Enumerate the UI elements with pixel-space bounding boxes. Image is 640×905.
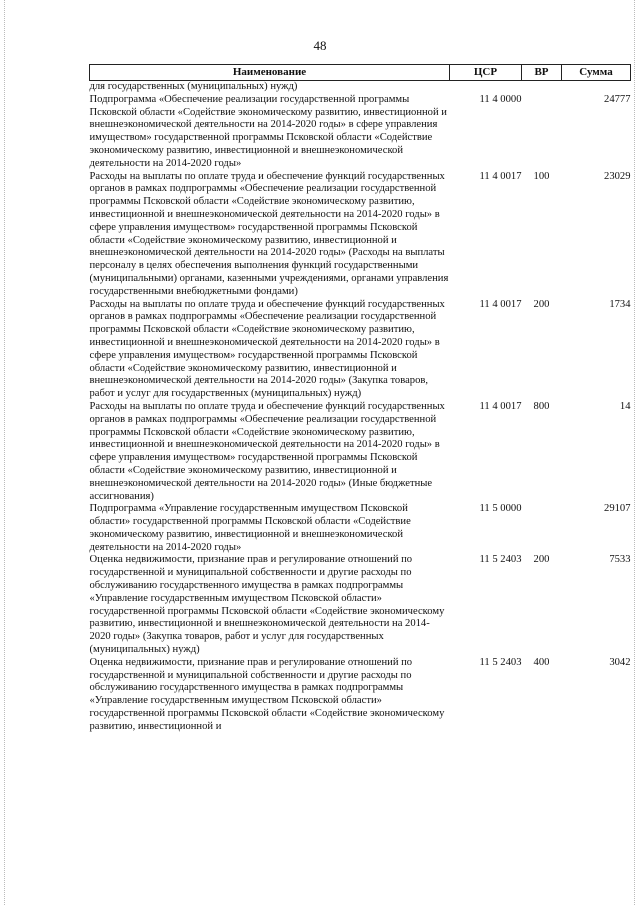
row-sum: 23029 [604,170,631,182]
row-csr: 11 4 0000 [479,93,522,105]
table-row [90,81,631,94]
row-csr: 11 5 2403 [479,656,522,668]
row-sum: 3042 [609,656,631,668]
row-name: Расходы на выплаты по оплате труда и обеспечение функций государственных органов в рамках подпрограммы «Обеспечение реализации государственной программы Псковской области «Содействие экономическому развитию, инвестиционной и внешнеэкономической деятельности на 2014-2020 годы» в сфере управления имуществом» государственной программы Псковской области «Содействие экономическому развитию, инвестиционной и внешнеэкономической деятельности на 2014-2020 годы» (Закупка товаров, работ и услуг для государственных (муниципальных) нужд) [89,298,445,400]
row-vr [522,94,562,171]
table-row [90,401,631,503]
row-csr: 11 4 0017 [479,170,522,182]
table-header-row [90,65,631,81]
row-vr [522,503,562,554]
row-name: Подпрограмма «Обеспечение реализации государственной программы Псковской области «Содействие экономическому развитию, инвестиционной и внешнеэкономической деятельности на 2014-2020 годы» в сфере управления имуществом» государственной программы Псковской области «Содействие экономическому развитию, инвестиционной и внешнеэкономической деятельности на 2014-2020 годы» [89,93,447,169]
row-csr [450,81,522,94]
table-row [90,171,631,299]
row-csr: 11 5 0000 [479,503,522,515]
row-sum: 14 [619,400,631,412]
header-csr: ЦСР [450,65,522,81]
row-vr [522,81,562,94]
header-sum: Сумма [562,65,631,81]
row-name: Оценка недвижимости, признание прав и регулирование отношений по государственной и муниципальной собственности и другие расходы по обслуживанию государственного имущества в рамках подпрограммы «Управление государственным имуществом Псковской области» государственной программы Псковской области «Содействие экономическому развитию, инвестиционной и [89,656,445,732]
row-csr: 11 5 2403 [479,554,522,566]
row-name: Расходы на выплаты по оплате труда и обеспечение функций государственных органов в рамках подпрограммы «Обеспечение реализации государственной программы Псковской области «Содействие экономическому развитию, инвестиционной и внешнеэкономической деятельности на 2014-2020 годы» в сфере управления имуществом» государственной программы Псковской области «Содействие экономическому развитию, инвестиционной и внешнеэкономической деятельности на 2014-2020 годы» (Расходы на выплаты персоналу в целях обеспечения выполнения функций государственными (муниципальными) органами, казенными учреждениями, органами управления государственными внебюджетными фондами) [89,170,449,297]
row-sum: 1734 [609,298,631,310]
row-csr: 11 4 0017 [479,400,522,412]
row-vr: 200 [533,554,550,566]
row-vr: 800 [533,400,550,412]
row-vr: 400 [533,656,550,668]
row-vr: 200 [533,298,550,310]
row-name: Оценка недвижимости, признание прав и регулирование отношений по государственной и муниципальной собственности и другие расходы по обслуживанию государственного имущества в рамках подпрограммы «Управление государственным имуществом Псковской области» государственной программы Псковской области «Содействие экономическому развитию, инвестиционной и внешнеэкономической деятельности на 2014-2020 годы» (Закупка товаров, работ и услуг для государственных (муниципальных) нужд) [89,554,445,656]
left-margin-line [4,0,6,905]
row-sum: 7533 [609,554,631,566]
budget-table [89,64,631,734]
row-sum: 29107 [604,503,631,515]
right-margin-line [634,0,636,905]
header-name: Наименование [90,65,450,81]
row-vr: 100 [533,170,550,182]
page-number: 48 [313,38,327,53]
row-csr: 11 4 0017 [479,298,522,310]
row-sum: 24777 [604,93,631,105]
row-name: Расходы на выплаты по оплате труда и обеспечение функций государственных органов в рамках подпрограммы «Обеспечение реализации государственной программы Псковской области «Содействие экономическому развитию, инвестиционной и внешнеэкономической деятельности на 2014-2020 годы» в сфере управления имуществом» государственной программы Псковской области «Содействие экономическому развитию, инвестиционной и внешнеэкономической деятельности на 2014-2020 годы» (Иные бюджетные ассигнования) [89,400,445,502]
table-row [90,657,631,734]
table-row [90,554,631,656]
header-vr: ВР [522,65,562,81]
row-name: для государственных (муниципальных) нужд) [89,81,298,92]
table-row [90,299,631,401]
row-sum [562,81,631,94]
table-row [90,94,631,171]
table-row [90,503,631,554]
row-name: Подпрограмма «Управление государственным имуществом Псковской области» государственной программы Псковской области «Содействие экономическому развитию, инвестиционной и внешнеэкономической деятельности на 2014-2020 годы» [89,503,411,553]
